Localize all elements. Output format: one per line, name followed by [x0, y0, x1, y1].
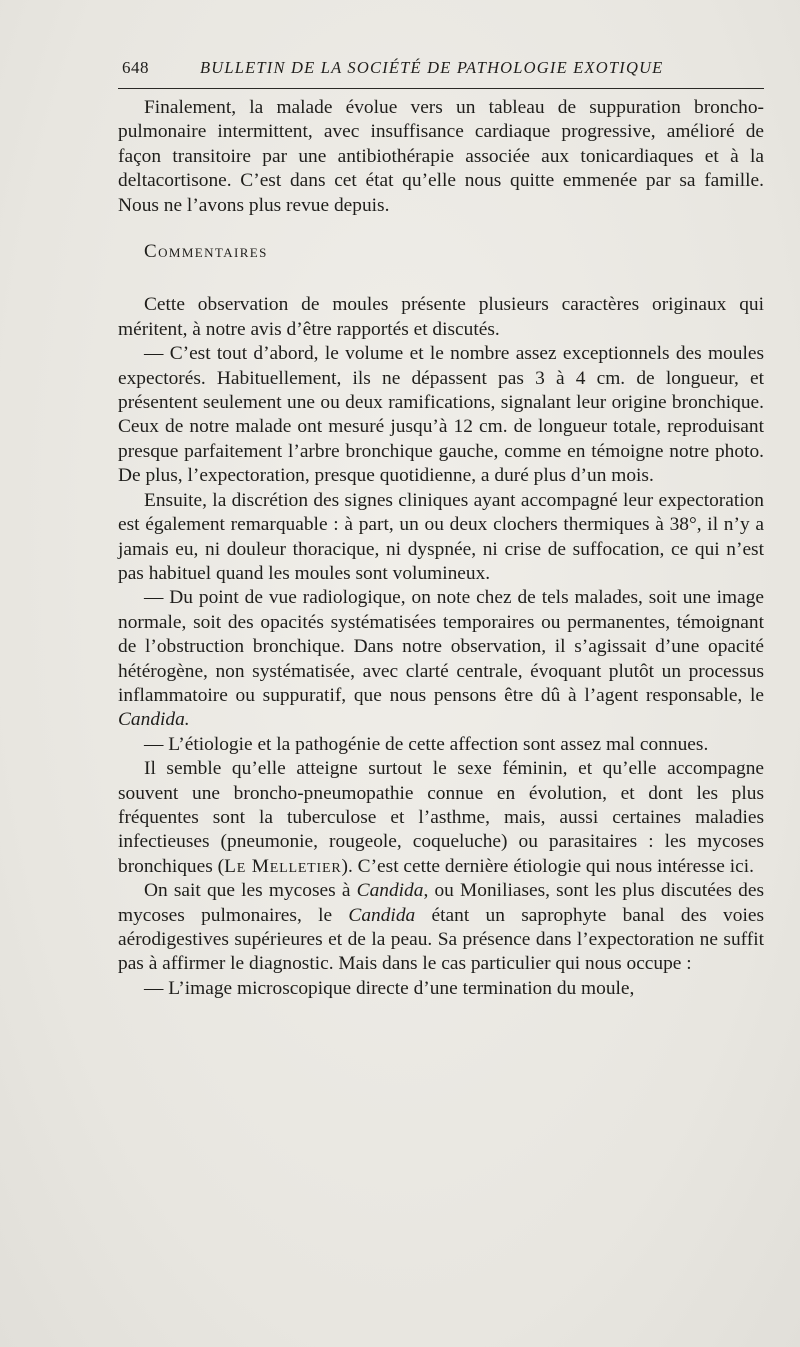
- section-heading: Commentaires: [144, 241, 268, 263]
- paragraph-text: — Du point de vue radiologique, on note chez de tels malades, soit une image normale, soit des opacités systématisées temporaires ou permanentes, témoignant de l’obstruction bronchique. Dans notre observation, il s’agissait d’une opacité hétérogène, non systématisée, avec clarté centrale, évoquant plutôt un processus inflammatoire ou suppuratif, que nous pensons être dû à l’agent responsable, le: [118, 587, 764, 706]
- header-rule: [118, 88, 764, 89]
- paragraph: [118, 879, 764, 977]
- article-body: [118, 96, 764, 1001]
- paragraph-text: Il semble qu’elle atteigne surtout le sexe féminin, et qu’elle accompagne souvent une broncho-pneumopathie connue en évolution, et dont les plus fréquentes sont la tuberculose et l’asthme, mais, aussi certaines maladies infectieuses (pneumonie, rougeole, coqueluche) ou parasitaires : les mycoses bronchiques (: [118, 758, 764, 877]
- paragraph-text: On sait que les mycoses à: [144, 880, 351, 902]
- italic-term: Candida: [348, 904, 416, 926]
- paragraph-text: , ou Moniliases, sont les plus discutées des mycoses pulmonaires, le: [118, 880, 764, 926]
- paragraph: Ensuite, la discrétion des signes cliniques ayant accompagné leur expectoration est également remarquable : à part, un ou deux clochers thermiques à 38°, il n’y a jamais eu, ni douleur thoracique, ni dyspnée, ni crise de suffocation, ce qui n’est pas habituel quand les moules sont volumineux.: [118, 489, 764, 584]
- page-number: 648: [122, 58, 149, 77]
- author-name: Le Melletier: [224, 855, 342, 877]
- journal-title: BULLETIN DE LA SOCIÉTÉ DE PATHOLOGIE EXOTIQUE: [200, 58, 664, 77]
- paragraph-text: étant un saprophyte banal des voies aérodigestives supérieures et de la peau. Sa présence dans l’expectoration ne suffit pas à affirmer le diagnostic. Mais dans le cas particulier qui nous occupe :: [118, 904, 764, 975]
- italic-term: Candida: [356, 880, 424, 902]
- paragraph: Cette observation de moules présente plusieurs caractères originaux qui méritent, à notre avis d’être rapportés et discutés.: [118, 294, 764, 340]
- paragraph: — C’est tout d’abord, le volume et le nombre assez exceptionnels des moules expectorés. Habituellement, ils ne dépassent pas 3 à 4 cm. de longueur, et présentent seulement une ou deux ramifications, signalant leur origine bronchique. Ceux de notre malade ont mesuré jusqu’à 12 cm. de longueur totale, reproduisant presque parfaitement l’arbre bronchique gauche, comme en témoigne notre photo. De plus, l’expectoration, presque quotidienne, a duré plus d’un mois.: [118, 343, 764, 487]
- paragraph: — L’image microscopique directe d’une termination du moule,: [144, 977, 635, 999]
- italic-term: Candida.: [118, 709, 190, 731]
- paragraph-text: ). C’est cette dernière étiologie qui nous intéresse ici.: [341, 855, 754, 877]
- paragraph: Finalement, la malade évolue vers un tableau de suppuration broncho-pulmonaire intermittent, avec insuffisance cardiaque progressive, amélioré de façon transitoire par une antibiothérapie associée aux tonicardiaques et à la deltacortisone. C’est dans cet état qu’elle nous quitte emmenée par sa famille. Nous ne l’avons plus revue depuis.: [118, 97, 764, 216]
- paragraph: — L’étiologie et la pathogénie de cette affection sont assez mal connues.: [144, 733, 709, 755]
- paragraph: [118, 757, 764, 879]
- running-header: [118, 58, 764, 84]
- paragraph: [118, 586, 764, 732]
